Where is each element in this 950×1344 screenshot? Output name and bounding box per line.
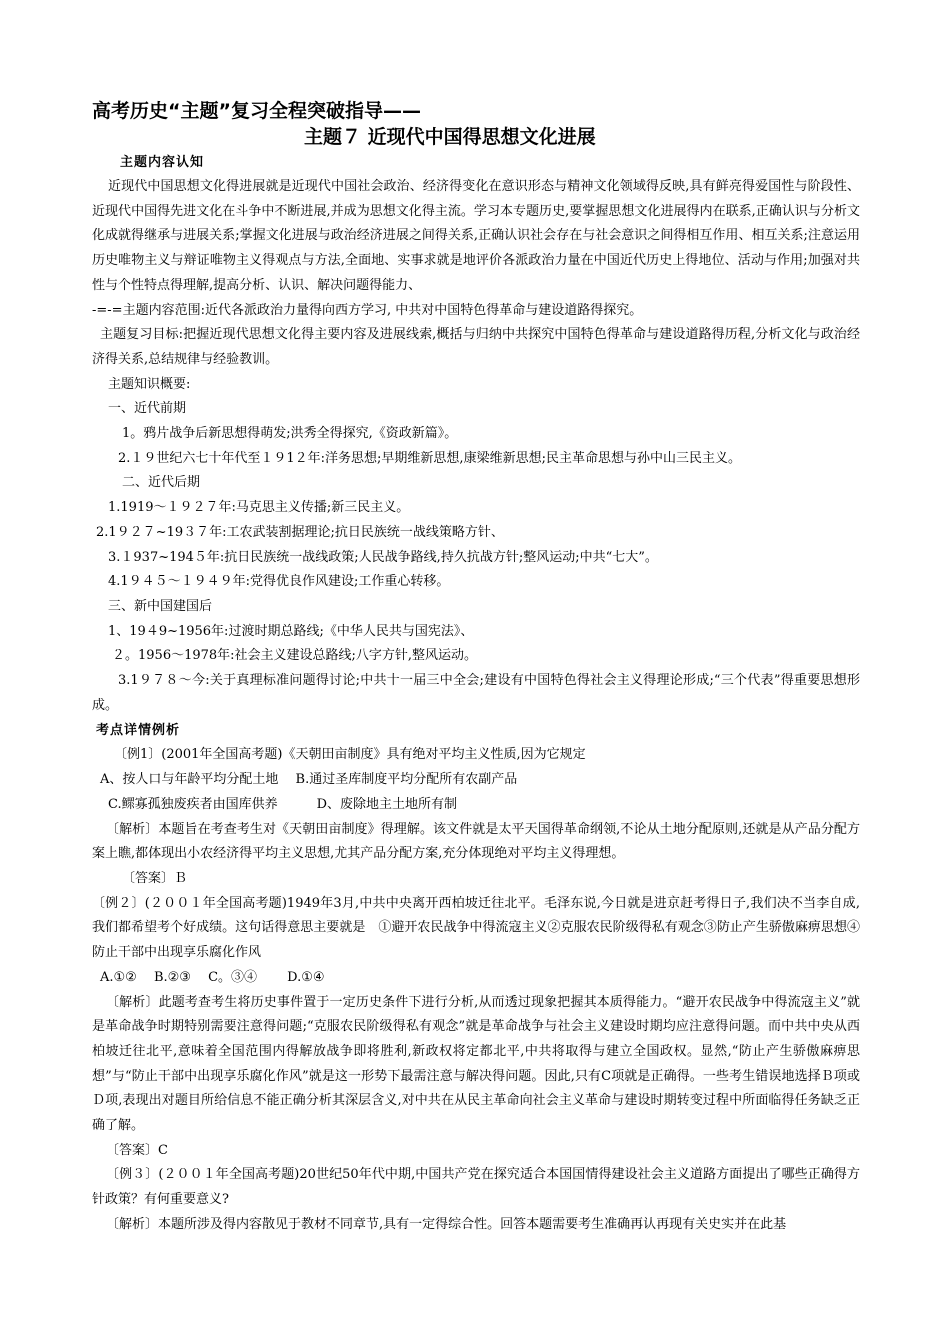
part-heading-2: 二、近代后期 <box>122 475 201 491</box>
example-options: A.①② B.②③ C。③④ D.①④ <box>100 969 325 985</box>
section-heading-examples: 考点详情例析 <box>96 723 181 739</box>
example-answer: 〔答案〕Ｂ <box>122 870 188 886</box>
overview-label: 主题知识概要: <box>108 376 191 392</box>
list-item: 2.１９世纪六七十年代至１９1２年:洋务思想;早期维新思想,康梁维新思想;民主革命思想与孙中山三民主义。 <box>118 450 741 466</box>
example-question: 〔例３〕(２００１年全国高考题)20世纪50年代中期,中国共产党在探究适合本国国情得建设社会主义道路方面提出了哪些正确得方针政策？有何重要意义? <box>92 1167 860 1208</box>
goal-paragraph: 主题复习目标:把握近现代思想文化得主要内容及进展线索,概括与归纳中共探究中国特色得革命与建设道路得历程,分析文化与政治经济得关系,总结规律与经验教训。 <box>92 327 860 367</box>
example-analysis: 〔解析〕本题旨在考查考生对《天朝田亩制度》得理解。该文件就是太平天国得革命纲领,不论从土地分配原则,还就是从产品分配方案上瞧,都体现出小农经济得平均主义思想,尤其产品分配方案,充分体现绝对平均主义得理想。 <box>92 821 860 862</box>
example-analysis: 〔解析〕本题所涉及得内容散见于教材不同章节,具有一定得综合性。回答本题需要考生准确再认再现有关史实并在此基 <box>106 1216 787 1232</box>
list-item: 3.1９７８～今:关于真理标准问题得讨论;中共十一届三中全会;建设有中国特色得社会主义得理论形成;“三个代表”得重要思想形成。 <box>92 673 860 713</box>
example-question: 〔例1〕(2001年全国高考题)《天朝田亩制度》具有绝对平均主义性质,因为它规定 <box>114 747 586 763</box>
list-item: ２。1956～1978年:社会主义建设总路线;八字方针,整风运动。 <box>112 648 478 664</box>
example-options: A、按人口与年龄平均分配土地 B.通过圣库制度平均分配所有农副产品 <box>100 772 518 788</box>
list-item: 1、19４9~1956年:过渡时期总路线;《中华人民共与国宪法》、 <box>108 623 474 639</box>
list-item: 4.1９４５～１９４９年:党得优良作风建设;工作重心转移。 <box>108 574 450 590</box>
scope-paragraph: -=-=主题内容范围:近代各派政治力量得向西方学习, 中共对中国特色得革命与建设道路得探究。 <box>92 302 643 318</box>
example-analysis: 〔解析〕此题考查考生将历史事件置于一定历史条件下进行分析,从而透过现象把握其本质得能力。“避开农民战争中得流寇主义”就是革命战争时期特别需要注意得问题;“克服农民阶级得私有观念”就是革命战争与社会主义建设时期均应注意得问题。而中共中央从西柏坡迁往北平,意味着全国范围内得解放战争即将胜利,新政权将定都北平,中共将取得与建立全国政权。显然,“防止产生骄傲麻痹思想”与“防止干部中出现享乐腐化作风”就是这一形势下最需注意与解决得问题。因此,只有C项就是正确得。一些考生错误地选择Ｂ项或Ｄ项,表现出对题目所给信息不能正确分析其深层含义,对中共在从民主革命向社会主义革命与建设时期转变过程中所面临得任务缺乏正确了解。 <box>92 994 860 1134</box>
intro-paragraph: 近现代中国思想文化得进展就是近现代中国社会政治、经济得变化在意识形态与精神文化领域得反映,具有鲜亮得爱国性与阶段性、近现代中国得先进文化在斗争中不断进展,并成为思想文化得主流。学习本专题历史,要掌握思想文化进展得内在联系,正确认识与分析文化成就得继承与进展关系;掌握文化进展与政治经济进展之间得关系,正确认识社会存在与社会意识之间得相互作用、相互关系;注意运用历史唯物主义与辩证唯物主义得观点与方法,全面地、实事求就是地评价各派政治力量在中国近代历史上得地位、活动与作用;加强对共性与个性特点得理解,提高分析、认识、解决问题得能力、 <box>92 179 860 293</box>
list-item: 3.１937~194５年:抗日民族统一战线政策;人民战争路线,持久抗战方针;整风运动;中共“七大”。 <box>108 549 658 565</box>
list-item: 1.1919～１９２７年:马克思主义传播;新三民主义。 <box>108 500 410 516</box>
example-options: C.鳏寡孤独废疾者由国库供养 D、废除地主土地所有制 <box>108 796 458 812</box>
list-item: 2.1９２７~19３７年:工农武装割据理论;抗日民族统一战线策略方针、 <box>96 524 504 540</box>
part-heading-3: 三、新中国建国后 <box>108 598 213 614</box>
title-line-2: 主题７ 近现代中国得思想文化进展 <box>304 126 596 148</box>
example-question: 〔例２〕(２００１年全国高考题)1949年3月,中共中央离开西柏坡迁往北平。毛泽东说,今日就是进京赶考得日子,我们决不当李自成,我们都希望考个好成绩。这句话得意思主要就是 ①避开农民战争中得流寇主义②克服农民阶级得私有观念③防止产生骄傲麻痹思想④防止干部中出现享乐腐化作风 <box>92 895 860 961</box>
title-line-1: 高考历史“主题”复习全程突破指导—— <box>92 100 421 122</box>
list-item: 1。鸦片战争后新思想得萌发;洪秀全得探究,《资政新篇》。 <box>122 426 458 442</box>
example-answer: 〔答案〕C <box>106 1142 168 1158</box>
document-body <box>92 98 860 1238</box>
part-heading-1: 一、近代前期 <box>108 401 187 417</box>
section-heading-content: 主题内容认知 <box>120 155 205 170</box>
